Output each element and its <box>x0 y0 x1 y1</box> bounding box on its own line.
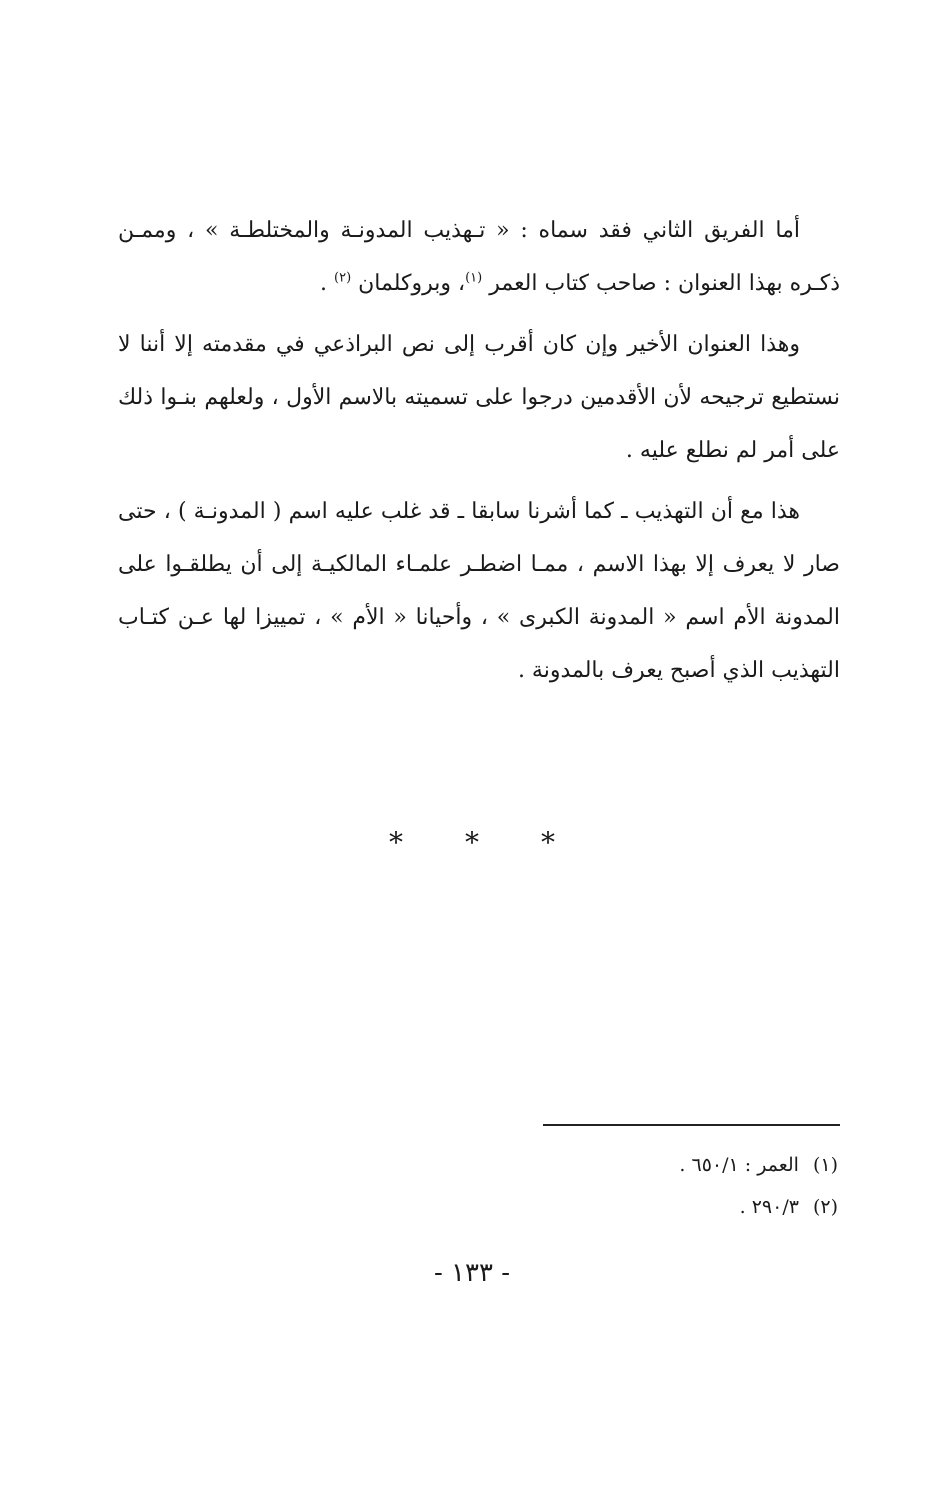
separator-star-icon: * <box>541 826 555 859</box>
paragraph-1-mid: ، وبروكلمان <box>351 271 466 296</box>
footnote-2 <box>560 1186 838 1228</box>
page-number: - ١٣٣ - <box>433 1258 511 1288</box>
footnote-ref-1[interactable]: (١) <box>465 270 483 286</box>
paragraph-3: هذا مع أن التهذيب ـ كما أشرنا سابقا ـ قد غلب عليه اسم ( المدونـة ) ، حتى صار لا يعرف إلا بهذا الاسم ، ممـا اضطـر علمـاء المالكيـة إلى أن يطلقـوا على المدونة الأم اسم « المدونة الكبرى » ، وأحيانا « الأم » ، تمييزا لها عـن كتـاب التهذيب الذي أصبح يعرف بالمدونة . <box>118 499 840 683</box>
footnote-1-text: العمر : ٦٥٠/١ . <box>679 1154 799 1176</box>
paragraph-1-end: . <box>320 271 334 296</box>
footnote-1 <box>560 1144 838 1186</box>
paragraph-1 <box>118 204 840 310</box>
footnote-2-number: (٢) <box>812 1196 838 1218</box>
footnote-1-number: (١) <box>812 1154 838 1176</box>
footnotes <box>560 1144 838 1228</box>
section-separator <box>0 826 944 859</box>
main-text <box>118 204 840 705</box>
paragraph-1-text: أما الفريق الثاني فقد سماه : « تـهذيب المدونـة والمختلطـة » ، وممـن ذكـره بهذا العنوان : صاحب كتاب العمر <box>118 218 840 296</box>
separator-star-icon: * <box>389 826 403 859</box>
footnote-ref-2[interactable]: (٢) <box>334 270 352 286</box>
separator-star-icon: * <box>465 826 479 859</box>
footnote-2-text: ٢٩٠/٣ . <box>739 1196 799 1218</box>
footnote-divider <box>543 1124 840 1126</box>
paragraph-2: وهذا العنوان الأخير وإن كان أقرب إلى نص البراذعي في مقدمته إلا أننا لا نستطيع ترجيحه لأن الأقدمين درجوا على تسميته بالاسم الأول ، ولعلهم بنـوا ذلك على أمر لم نطلع عليه . <box>118 332 840 463</box>
